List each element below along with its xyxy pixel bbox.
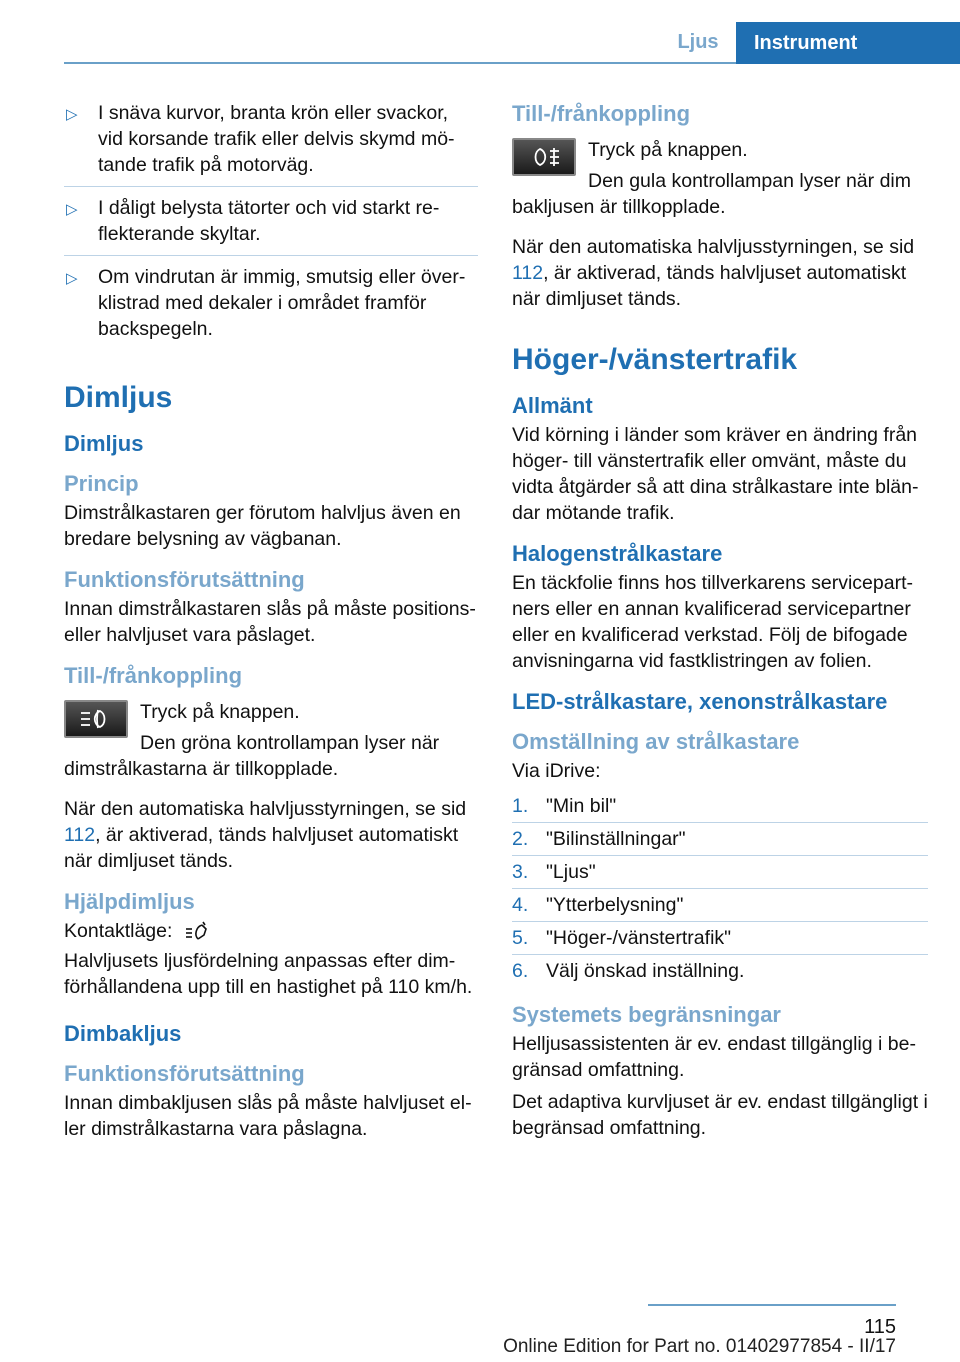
rear-fog-button-row — [512, 134, 928, 194]
text-via-idrive: Via iDrive: — [512, 760, 601, 782]
subheading-dimljus: Dimljus — [64, 431, 144, 456]
footer-rule — [648, 1304, 896, 1306]
fog-light-button-row — [64, 696, 478, 756]
heading-systemets-begransningar: Systemets begränsningar — [512, 1002, 781, 1027]
list-item: ▷ I snäva kurvor, branta krön eller svackor, vid korsande trafik eller delvis skymd mötande trafik på motorväg. — [64, 100, 478, 187]
list-item: ▷ I dåligt belysta tätorter och vid starkt reflekterande skyltar. — [64, 195, 478, 256]
list-item: ▷ Om vindrutan är immig, smutsig eller överklistrad med dekaler i området framför backspegeln. — [66, 266, 466, 340]
edition-note: Online Edition for Part no. 01402977854 - II/17 — [503, 1336, 896, 1357]
triangle-bullet-icon: ▷ — [66, 201, 78, 218]
list-item: 4. "Ytterbelysning" — [512, 889, 928, 922]
ignition-on-icon — [184, 921, 210, 943]
right-column — [512, 100, 928, 1155]
text-hjalpdimljus: Halvljusets ljusfördelning anpassas efter dimförhållandena upp till en hastighet på 110 km/h. — [64, 950, 473, 998]
heading-funktionsforutsattning: Funktionsförutsättning — [64, 567, 305, 592]
text-kontaktlage: Kontaktläge: — [64, 918, 478, 944]
heading-allmant: Allmänt — [512, 393, 593, 418]
text-princip: Dimstrålkastaren ger förutom halvljus även en bredare belysning av vägbanan. — [64, 502, 461, 550]
front-fog-light-button-icon — [64, 700, 128, 738]
indicator-description-cont: dimstrålkastarna är tillkopplade. — [64, 758, 339, 780]
button-instruction: Tryck på knappen. — [140, 701, 300, 723]
heading-funktionsforutsattning-2: Funktionsförutsättning — [64, 1061, 305, 1086]
text-funktionsforutsattning-2: Innan dimbakljusen slås på måste halvljuset eller dimstrålkastarna vara påslagna. — [64, 1092, 472, 1140]
list-item: 3. "Ljus" — [512, 856, 928, 889]
list-item: 5. "Höger-/vänstertrafik" — [512, 922, 928, 955]
triangle-bullet-icon: ▷ — [66, 106, 78, 123]
text-automatic-low-beam-2: När den automatiska halvljusstyrningen, se sid 112, är aktiverad, tänds halvljuset automatiskt när dimljuset tänds. — [512, 236, 915, 310]
text-funktionsforutsattning: Innan dimstrålkastaren slås på måste positions- eller halvljuset vara påslaget. — [64, 598, 476, 646]
list-item: 6. Välj önskad inställning. — [512, 960, 745, 982]
page-reference-link[interactable]: 112 — [512, 262, 544, 284]
heading-till-frankoppling-2: Till-/frånkoppling — [512, 101, 691, 126]
page-number: 115 — [864, 1316, 896, 1338]
heading-princip: Princip — [64, 471, 139, 496]
text-automatic-low-beam: När den automatiska halvljusstyrningen, se sid 112, är aktiverad, tänds halvljuset automatiskt när dimljuset tänds. — [64, 798, 467, 872]
idrive-steps — [512, 790, 928, 987]
left-column — [64, 100, 478, 1156]
list-item: 1. "Min bil" — [512, 790, 928, 823]
text-halogen: En täckfolie finns hos tillverkarens servicepartners eller en annan kvalificerad servicepartner eller en kvalificerad verkstad. Följ de bifogade anvisningarna vid fastklistringen av folien. — [512, 572, 914, 672]
text-allmant: Vid körning i länder som kräver en ändring från höger- till vänstertrafik eller omvänt, måste du vidta åtgärder så att dina strålkastare inte bländar mötande trafik. — [512, 424, 919, 524]
heading-halogen: Halogenstrålkastare — [512, 541, 723, 566]
page-reference-link[interactable]: 112 — [64, 824, 96, 846]
button-instruction-2: Tryck på knappen. — [588, 139, 748, 161]
heading-dimbakljus: Dimbakljus — [64, 1021, 182, 1046]
indicator-description-cont-2: bakljusen är tillkopplade. — [512, 196, 726, 218]
rear-fog-light-button-icon — [512, 138, 576, 176]
chapter-tab-instrument[interactable]: Instrument — [736, 22, 960, 64]
section-tab-ljus[interactable]: Ljus — [677, 30, 719, 53]
triangle-bullet-icon: ▷ — [66, 270, 78, 287]
heading-omstallning: Omställning av strålkastare — [512, 729, 800, 754]
text-system-1: Helljusassistenten är ev. endast tillgänglig i begränsad omfattning. — [512, 1033, 916, 1081]
heading-dimljus: Dimljus — [64, 381, 173, 414]
text-system-2: Det adaptiva kurvljuset är ev. endast tillgängligt i begränsad omfattning. — [512, 1091, 928, 1139]
heading-led-xenon: LED-strålkastare, xenonstrålkastare — [512, 689, 888, 714]
indicator-description: Den gröna kontrollampan lyser när — [140, 732, 440, 754]
heading-hoger-vanstertrafik: Höger-/vänstertrafik — [512, 343, 798, 376]
condition-list — [64, 100, 478, 350]
heading-hjalpdimljus: Hjälpdimljus — [64, 889, 195, 914]
indicator-description-2: Den gula kontrollampan lyser när dim — [588, 170, 911, 192]
list-item: 2. "Bilinställningar" — [512, 823, 928, 856]
heading-till-frankoppling: Till-/frånkoppling — [64, 663, 243, 688]
